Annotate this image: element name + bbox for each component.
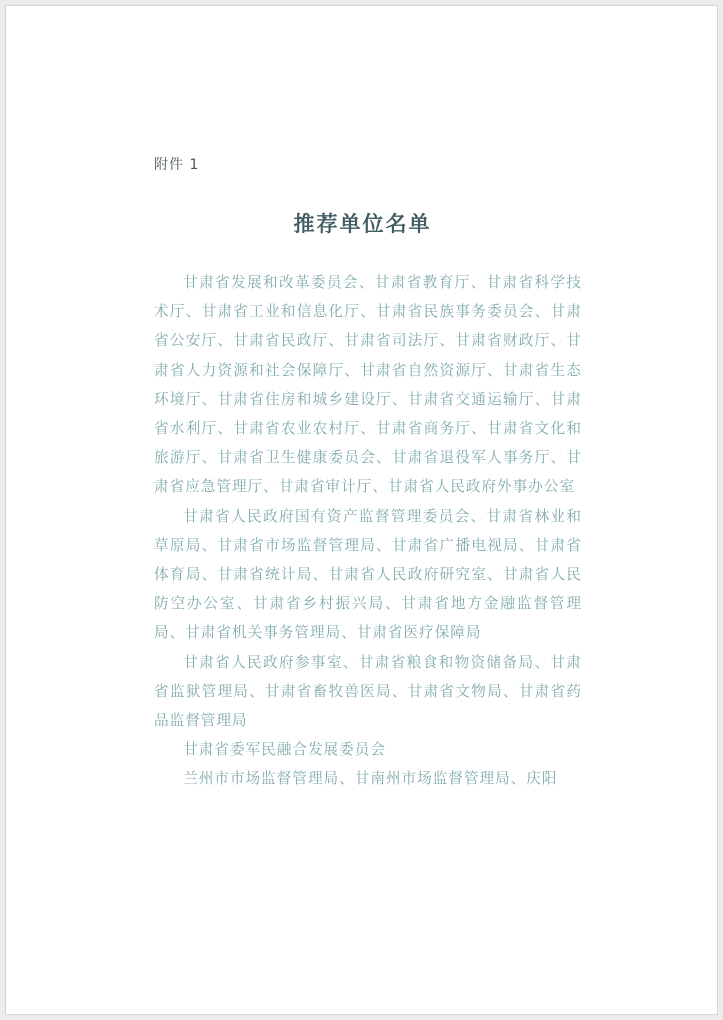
paragraph-provincial-departments: 甘肃省发展和改革委员会、甘肃省教育厅、甘肃省科学技术厅、甘肃省工业和信息化厅、甘肃省民族事务委员会、甘肃省公安厅、甘肃省民政厅、甘肃省司法厅、甘肃省财政厅、甘肃省人力资源和社会保障厅、甘肃省自然资源厅、甘肃省生态环境厅、甘肃省住房和城乡建设厅、甘肃省交通运输厅、甘肃省水利厅、甘肃省农业农村厅、甘肃省商务厅、甘肃省文化和旅游厅、甘肃省卫生健康委员会、甘肃省退役军人事务厅、甘肃省应急管理厅、甘肃省审计厅、甘肃省人民政府外事办公室	[154, 274, 582, 496]
document-page	[5, 5, 718, 1015]
paragraph-other-agencies: 甘肃省人民政府参事室、甘肃省粮食和物资储备局、甘肃省监狱管理局、甘肃省畜牧兽医局、甘肃省文物局、甘肃省药品监督管理局	[154, 653, 582, 730]
paragraph-municipal-bureaus: 兰州市市场监督管理局、甘南州市场监督管理局、庆阳	[183, 770, 558, 788]
page-title: 推荐单位名单	[293, 211, 432, 236]
paragraph-committee: 甘肃省委军民融合发展委员会	[183, 741, 386, 759]
paragraph-provincial-bureaus: 甘肃省人民政府国有资产监督管理委员会、甘肃省林业和草原局、甘肃省市场监督管理局、甘肃省广播电视局、甘肃省体育局、甘肃省统计局、甘肃省人民政府研究室、甘肃省人民防空办公室、甘肃省乡村振兴局、甘肃省地方金融监督管理局、甘肃省机关事务管理局、甘肃省医疗保障局	[154, 507, 582, 642]
document-body	[154, 268, 582, 794]
attachment-label: 附件 1	[154, 157, 200, 173]
